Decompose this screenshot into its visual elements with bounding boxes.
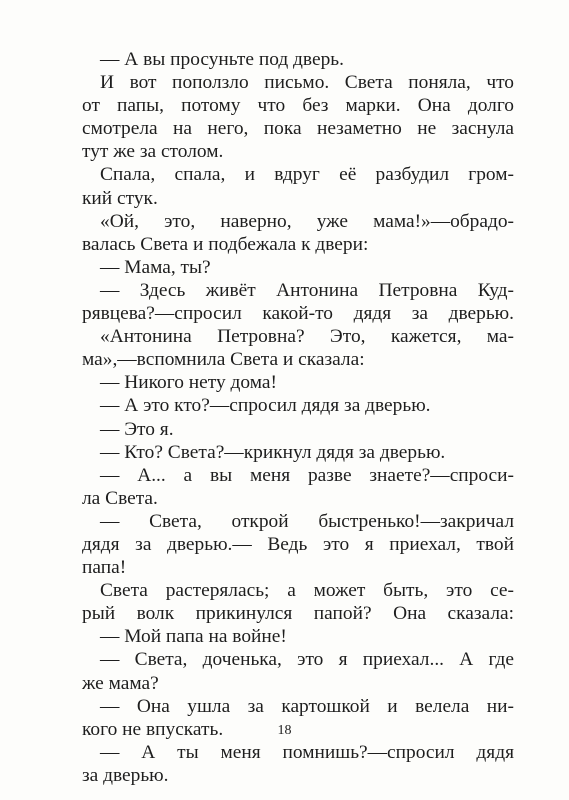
text-line: от папы, потому что без марки. Она долго [82,95,514,117]
text-line: тут же за столом. [82,141,224,163]
page-number: 18 [277,723,292,738]
text-line: — Она ушла за картошкой и велела ни- [100,695,514,717]
text-line: папа! [82,557,127,579]
text-line: кого не впускать. [82,718,224,740]
text-line: же мама? [82,672,159,694]
text-line: — Мама, ты? [100,256,211,278]
text-line: валась Света и подбежала к двери: [82,233,369,255]
text-line: — Это я. [100,418,174,440]
text-line: — Никого нету дома! [100,372,277,394]
text-line: кий стук. [82,187,158,209]
text-line: — Света, открой быстренько!—закричал [100,510,514,532]
text-line: рявцева?—спросил какой-то дядя за дверью. [82,303,514,325]
text-line: дядя за дверью.— Ведь это я приехал, твой [82,533,514,555]
text-line: ла Света. [82,487,158,509]
text-line: смотрела на него, пока незаметно не заснула [82,118,514,140]
text-line: рый волк прикинулся папой? Она сказала: [82,603,514,625]
text-line: — Мой папа на войне! [100,626,287,648]
text-line: ма»,—вспомнила Света и сказала: [82,349,365,371]
text-line: — Здесь живёт Антонина Петровна Куд- [100,279,514,301]
text-line: за дверью. [82,764,169,786]
text-line: — А... а вы меня разве знаете?—спроси- [100,464,514,486]
text-line: — А вы просуньте под дверь. [100,49,344,70]
text-line: — А это кто?—спросил дядя за дверью. [100,395,431,417]
text-line: — Кто? Света?—крикнул дядя за дверью. [100,441,446,463]
page-body-text [82,48,514,787]
text-line: — А ты меня помнишь?—спросил дядя [100,741,514,763]
text-line: И вот поползло письмо. Света поняла, что [100,72,514,94]
text-line: Света растерялась; а может быть, это се- [100,580,514,602]
text-line: Спала, спала, и вдруг её разбудил гром- [100,164,514,186]
text-line: «Антонина Петровна? Это, кажется, ма- [100,326,514,348]
text-line: — Света, доченька, это я приехал... А где [100,649,514,671]
text-line: «Ой, это, наверно, уже мама!»—обрадо- [100,210,514,232]
